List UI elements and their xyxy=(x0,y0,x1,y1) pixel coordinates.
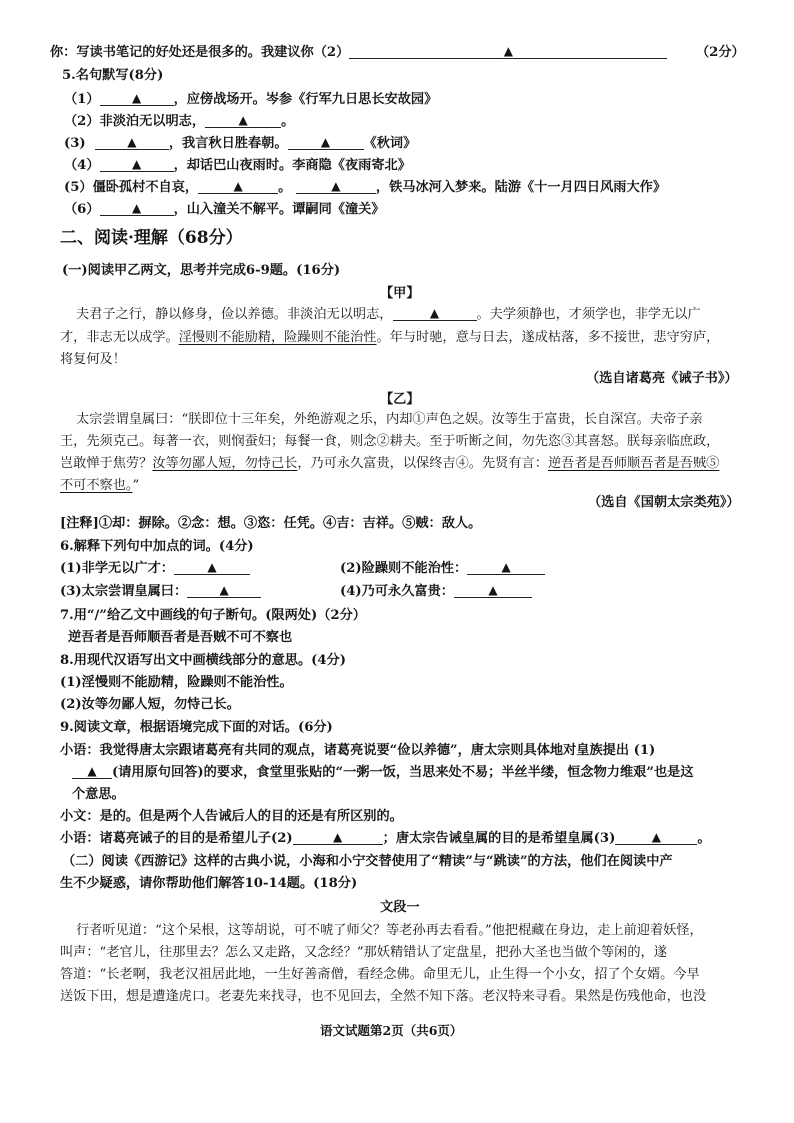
q5-item-1: （1） ▲ ，应傍战场开。岑参《行军九日思长安故园》 xyxy=(64,91,438,107)
answer-blank[interactable] xyxy=(393,306,477,321)
answer-blank[interactable] xyxy=(95,135,169,150)
q9-dialogue-line: 小语：诸葛亮诫子的目的是希望儿子(2) ▲ ；唐太宗告诫皇属的目的是希望皇属(3) ▲ 。 xyxy=(60,830,711,846)
score-label: （2分） xyxy=(696,45,745,60)
page-footer: 语文试题第2页（共6页） xyxy=(320,1023,463,1038)
triangle-marker-icon: ▲ xyxy=(131,157,142,171)
passage-wd-line: 叫声：“老官儿，往那里去？怎么又走路，又念经？”那妖精错认了定盘星，把孙大圣也当做个等闲的，遂 xyxy=(60,945,667,960)
underlined-sentence: 不可不察也。 xyxy=(60,478,133,493)
source-citation: （选自诸葛亮《诫子书》） xyxy=(586,371,738,386)
passage-wd-line: 行者听见道：“这个呆根，这等胡说，可不唬了师父？等老孙再去看看。”他把棍藏在身边，走上前迎着妖怪， xyxy=(76,923,703,938)
q7-sentence: 逆吾者是吾师顺吾者是吾贼不可不察也 xyxy=(68,630,293,645)
passage-label-yi: 【乙】 xyxy=(380,392,420,407)
q9-dialogue-line: 个意思。 xyxy=(72,787,125,802)
q6-item-1: (1)非学无以广才： ▲ xyxy=(60,560,250,578)
passage-yi-line: 不可不察也。” xyxy=(60,478,140,493)
q5-item-2: （2）非淡泊无以明志， ▲ 。 xyxy=(64,113,295,129)
triangle-marker-icon: ▲ xyxy=(331,179,341,193)
q9-dialogue-line: 小文：是的。但是两个人告诫后人的目的还是有所区别的。 xyxy=(60,809,403,824)
q4-suggestion-line: 你：写读书笔记的好处还是很多的。我建议你（2） ▲ xyxy=(50,44,667,62)
q8-item-2: (2)汝等勿鄙人短，勿恃己长。 xyxy=(60,697,240,712)
q5-item-3: (3) ▲ ，我言秋日胜春朝。 ▲ 《秋词》 xyxy=(64,135,417,151)
answer-blank[interactable] xyxy=(615,830,697,845)
answer-blank[interactable] xyxy=(187,583,261,598)
q5-item-6: （6） ▲ ，山入潼关不解平。谭嗣同《潼关》 xyxy=(64,201,385,217)
answer-blank[interactable] xyxy=(100,157,174,172)
subsection-intro: 生不少疑惑，请你帮助他们解答10-14题。(18分) xyxy=(60,876,358,891)
triangle-marker-icon: ▲ xyxy=(651,830,661,844)
triangle-marker-icon: ▲ xyxy=(131,91,142,105)
passage-yi-line: 太宗尝谓皇属曰：“朕即位十三年矣，外绝游观之乐，内却①声色之娱。汝等生于富贵，长自深宫。夫帝子亲 xyxy=(76,412,703,427)
underlined-sentence: 逆吾者是吾师顺吾者是吾贼⑤ xyxy=(547,456,720,471)
q8-title: 8.用现代汉语写出文中画横线部分的意思。(4分) xyxy=(60,653,346,668)
subsection-intro: （二）阅读《西游记》这样的古典小说，小海和小宁交替使用了“精读”与“跳读”的方法，他们在阅读中产 xyxy=(62,854,673,869)
answer-blank[interactable] xyxy=(288,135,364,150)
answer-blank[interactable] xyxy=(205,113,281,128)
q9-dialogue-line: ▲ (请用原句回答)的要求，食堂里张贴的“一粥一饭，当思来处不易；半丝半缕，恒念物力维艰”也是这 xyxy=(72,764,694,782)
answer-blank[interactable] xyxy=(100,201,174,216)
triangle-marker-icon: ▲ xyxy=(87,764,97,778)
q9-dialogue-line: 小语：我觉得唐太宗跟诸葛亮有共同的观点，诸葛亮说要“俭以养德”，唐太宗则具体地对皇族提出 (1) xyxy=(60,743,656,758)
section-heading: 二、阅读·理解（68分） xyxy=(60,228,243,248)
answer-blank[interactable] xyxy=(293,830,383,845)
passage-label-jia: 【甲】 xyxy=(380,286,420,301)
q6-item-4: (4)乃可永久富贵： ▲ xyxy=(340,583,532,601)
answer-blank[interactable] xyxy=(174,560,250,575)
passage-yi-line: 岂敢惮于焦劳？汝等勿鄙人短，勿恃己长，乃可永久富贵，以保终吉④。先贤有言：逆吾者是吾师顺吾者是吾贼⑤ xyxy=(60,456,720,471)
passage-jia-line: 夫君子之行，静以修身，俭以养德。非淡泊无以明志， ▲ 。夫学须静也，才须学也，非学无以广 xyxy=(76,306,701,322)
answer-blank[interactable] xyxy=(296,179,376,194)
q5-title: 5.名句默写(8分) xyxy=(62,68,164,83)
triangle-marker-icon: ▲ xyxy=(333,830,343,844)
answer-blank[interactable] xyxy=(454,583,532,598)
answer-blank[interactable] xyxy=(100,91,174,106)
source-citation: （选自《国朝太宗类苑》） xyxy=(588,495,740,510)
q5-item-5: (5）僵卧孤村不自哀， ▲ 。 ▲ ，铁马冰河入梦来。陆游《十一月四日风雨大作》 xyxy=(64,179,667,195)
answer-blank[interactable] xyxy=(349,44,667,59)
triangle-marker-icon: ▲ xyxy=(488,583,498,597)
passage-jia-line: 才，非志无以成学。淫慢则不能励精，险躁则不能治性。年与时驰，意与日去，遂成枯落，多不接世，悲守穷庐， xyxy=(60,330,720,345)
passage-yi-line: 王，先须克己。每著一衣，则悯蚕妇；每餐一食，则念②耕夫。至于听断之间，勿先恣③其喜怒。朕每亲临庶政， xyxy=(60,434,720,449)
answer-blank[interactable] xyxy=(198,179,278,194)
q6-title: 6.解释下列句中加点的词。(4分) xyxy=(60,539,254,554)
q9-title: 9.阅读文章，根据语境完成下面的对话。(6分) xyxy=(60,720,333,735)
underlined-sentence: 淫慢则不能励精，险躁则不能治性 xyxy=(178,330,377,345)
passage-jia-line: 将复何及！ xyxy=(60,352,126,367)
q7-title: 7.用“/”给乙文中画线的句子断句。(限两处)（2分） xyxy=(60,608,366,623)
triangle-marker-icon: ▲ xyxy=(127,135,137,149)
passage-label-wenduan: 文段一 xyxy=(380,900,420,915)
underlined-sentence: 汝等勿鄙人短，勿恃己长 xyxy=(152,456,298,471)
subsection-intro: (一)阅读甲乙两文，思考并完成6-9题。(16分) xyxy=(62,263,341,278)
triangle-marker-icon: ▲ xyxy=(238,113,248,127)
answer-blank[interactable] xyxy=(467,560,545,575)
triangle-marker-icon: ▲ xyxy=(501,560,511,574)
answer-blank[interactable] xyxy=(72,764,112,779)
passage-wd-line: 答道：“长老啊，我老汉祖居此地，一生好善斋僧，看经念佛。命里无儿，止生得一个小女，招了个女婿。今早 xyxy=(60,967,700,982)
passage-wd-line: 送饭下田，想是遭逢虎口。老妻先来找寻，也不见回去，全然不知下落。老汉特来寻看。果然是伤残他命，也没 xyxy=(60,989,707,1004)
triangle-marker-icon: ▲ xyxy=(320,135,331,149)
annotation-notes: [注释]①却：摒除。②念：想。③恣：任凭。④吉：吉祥。⑤贼：敌人。 xyxy=(60,516,482,531)
triangle-marker-icon: ▲ xyxy=(219,583,229,597)
q6-item-3: (3)太宗尝谓皇属曰： ▲ xyxy=(60,583,261,601)
triangle-marker-icon: ▲ xyxy=(429,306,440,320)
triangle-marker-icon: ▲ xyxy=(131,201,142,215)
triangle-marker-icon: ▲ xyxy=(207,560,217,574)
q8-item-1: (1)淫慢则不能励精，险躁则不能治性。 xyxy=(60,675,293,690)
triangle-marker-icon: ▲ xyxy=(233,179,243,193)
q6-item-2: (2)险躁则不能治性： ▲ xyxy=(340,560,545,578)
triangle-marker-icon: ▲ xyxy=(503,44,513,58)
q5-item-4: （4） ▲ ，却话巴山夜雨时。李商隐《夜雨寄北》 xyxy=(64,157,411,173)
